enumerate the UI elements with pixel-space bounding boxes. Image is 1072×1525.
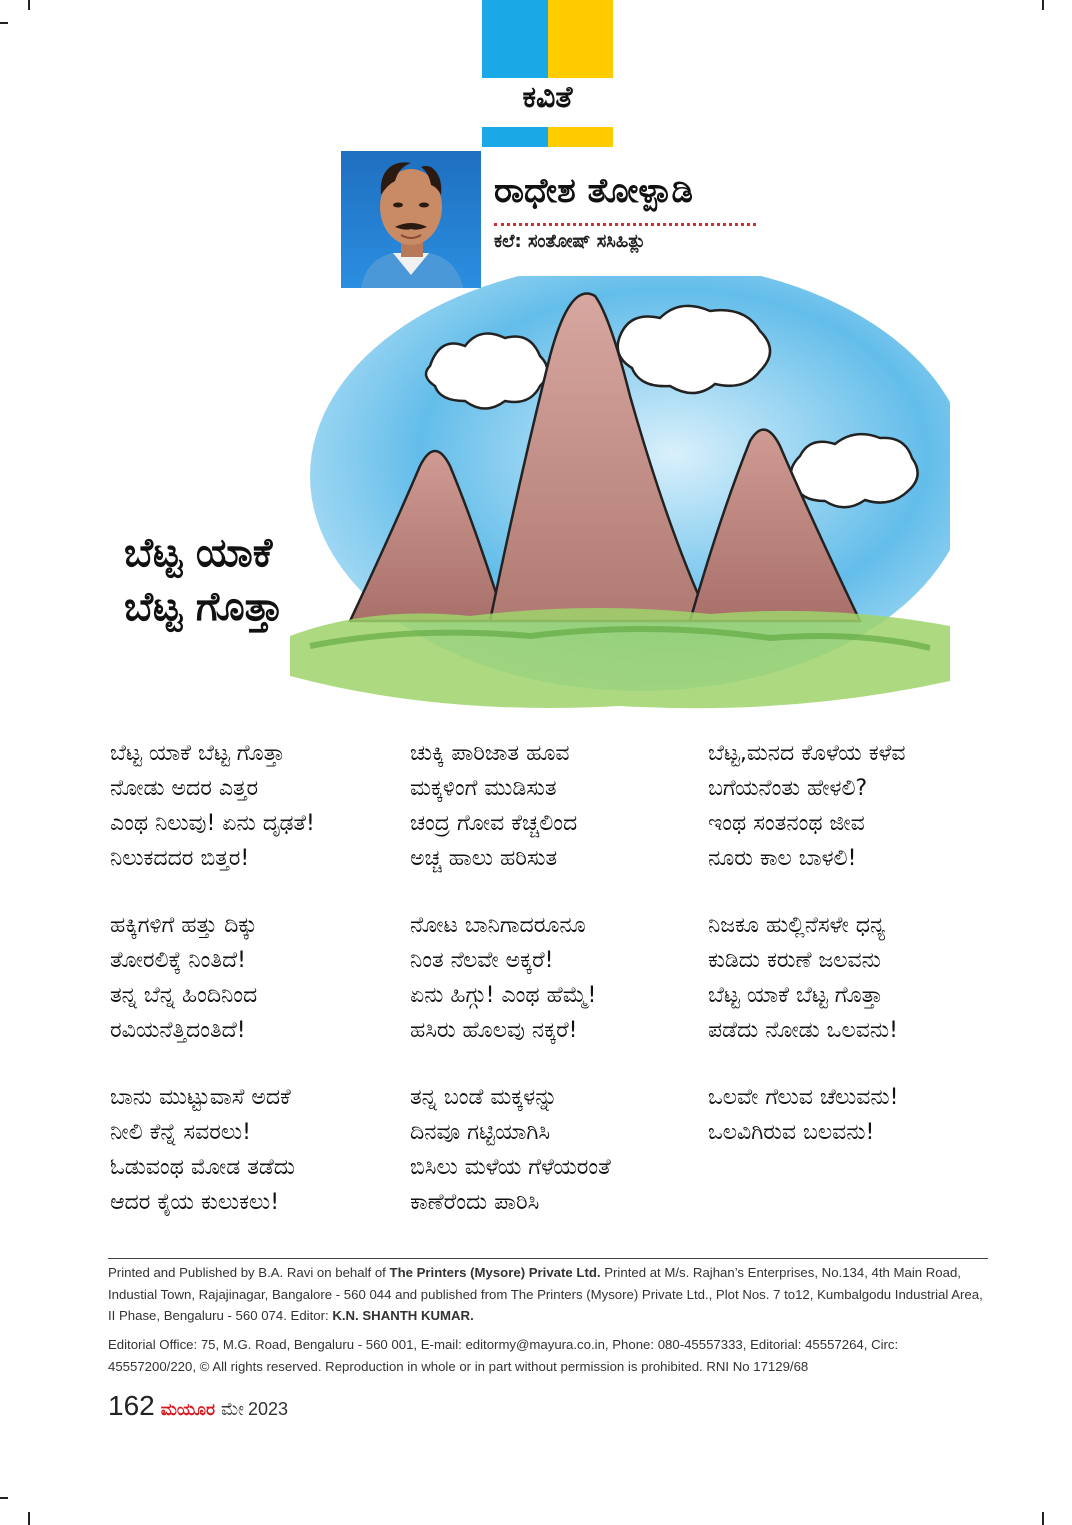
poem-line: ಎಂಥ ನಿಲುವು! ಏನು ದೃಢತೆ! xyxy=(110,811,315,836)
author-photo xyxy=(341,151,481,288)
poem-line: ಬೆಟ್ಟ ಯಾಕೆ ಬೆಟ್ಟ ಗೊತ್ತಾ xyxy=(708,983,883,1008)
poem-title-line-2: ಬೆಟ್ಟ ಗೊತ್ತಾ xyxy=(124,584,284,630)
section-label: ಕವಿತೆ xyxy=(522,80,573,115)
poem-line: ಚುಕ್ಕಿ ಪಾರಿಜಾತ ಹೂವ xyxy=(410,741,570,766)
stanza xyxy=(410,908,611,1048)
poem-line: ಕಾಣೆರೆಂದು ಪಾರಿಸಿ xyxy=(410,1190,540,1215)
magazine-logo: ಮಯೂರ xyxy=(160,1400,215,1419)
stanza xyxy=(708,1080,906,1150)
stanza xyxy=(410,736,611,876)
poem-line: ತೋರಲಿಕ್ಕೆ ನಿಂತಿದೆ! xyxy=(110,948,246,973)
crop-mark-top-left xyxy=(28,0,30,10)
poem-line: ಹಕ್ಕಿಗಳಿಗೆ ಹತ್ತು ದಿಕ್ಕು xyxy=(110,913,258,938)
poem-line: ರವಿಯನೆತ್ತಿದಂತಿದೆ! xyxy=(110,1018,246,1043)
poem-line: ಬಗೆಯನೆಂತು ಹೇಳಲಿ? xyxy=(708,776,868,801)
crop-mark-bottom-left-side xyxy=(0,1497,8,1499)
imprint-editor: K.N. SHANTH KUMAR. xyxy=(332,1308,474,1323)
poem-line: ಒಲವೇ ಗೆಲುವ ಚೆಲುವನು! xyxy=(708,1085,899,1110)
poem-line: ಬಿಸಿಲು ಮಳೆಯ ಗೆಳೆಯರಂತೆ xyxy=(410,1155,611,1180)
stanza xyxy=(110,908,315,1048)
poem-line: ಬೆಟ್ಟ,ಮನದ ಕೊಳೆಯ ಕಳೆವ xyxy=(708,741,906,766)
imprint-publisher xyxy=(108,1262,988,1327)
poem-line: ಬೆಟ್ಟ ಯಾಕೆ ಬೆಟ್ಟ ಗೊತ್ತಾ xyxy=(110,741,285,766)
crop-mark-top-right xyxy=(1042,0,1044,10)
stanza xyxy=(110,1080,315,1220)
poem-line: ಚಂದ್ರ ಗೋವ ಕೆಚ್ಚಲಿಂದ xyxy=(410,811,578,836)
poem-line: ನೂರು ಕಾಲ ಬಾಳಲಿ! xyxy=(708,846,857,871)
poem-line: ಪಡೆದು ನೋಡು ಒಲವನು! xyxy=(708,1018,898,1043)
poem-line: ಬಾನು ಮುಟ್ಟುವಾಸೆ ಅದಕೆ xyxy=(110,1085,291,1110)
crop-mark-bottom-left xyxy=(28,1512,30,1525)
poem-title-line-1: ಬೆಟ್ಟ ಯಾಕೆ xyxy=(124,530,273,576)
footer-rule xyxy=(108,1258,988,1259)
imprint-text: Printed and Published by B.A. Ravi on behalf of xyxy=(108,1265,390,1280)
author-name: ರಾಧೇಶ ತೋಳ್ಪಾಡಿ xyxy=(494,171,693,211)
poem-column-3 xyxy=(708,736,906,1182)
poem-column-1 xyxy=(110,736,315,1252)
poem-line: ಏನು ಹಿಗ್ಗು! ಎಂಥ ಹೆಮ್ಮೆ! xyxy=(410,983,597,1008)
poem-line: ನೋಡು ಅದರ ಎತ್ತರ xyxy=(110,776,259,801)
imprint-company: The Printers (Mysore) Private Ltd. xyxy=(389,1265,601,1280)
page-number: 162 xyxy=(108,1390,155,1421)
poem-line: ಹಸಿರು ಹೊಲವು ನಕ್ಕರೆ! xyxy=(410,1018,578,1043)
poem-title xyxy=(124,526,283,634)
crop-mark-bottom-right xyxy=(1042,1512,1044,1525)
poem-line: ನಿಲುಕದದರ ಬಿತ್ತರ! xyxy=(110,846,250,871)
poem-line: ಇಂಥ ಸಂತನಂಥ ಜೀವ xyxy=(708,811,865,836)
section-tab-bottom-bar xyxy=(482,127,613,147)
issue-year: 2023 xyxy=(247,1399,289,1419)
stanza xyxy=(708,908,906,1048)
poem-line: ನಿಂತ ನೆಲವೇ ಅಕ್ಕರೆ! xyxy=(410,948,554,973)
issue-month: ಮೇ xyxy=(220,1399,244,1419)
stanza xyxy=(410,1080,611,1220)
poem-line: ಆದರ ಕೈಯ ಕುಲುಕಲು! xyxy=(110,1190,280,1215)
poem-line: ಅಚ್ಚ ಹಾಲು ಹರಿಸುತ xyxy=(410,846,558,871)
crop-mark-top-left-side xyxy=(0,22,8,24)
stanza xyxy=(110,736,315,876)
poem-line: ನೋಟ ಬಾನಿಗಾದರೂನೂ xyxy=(410,913,586,938)
poem-line: ದಿನವೂ ಗಟ್ಟಿಯಾಗಿಸಿ xyxy=(410,1120,551,1145)
imprint-text: Printed at M/s. Rajhan’s Enterprises, No.134, 4th Main Road, Industial Town, Rajajinagar, Bangalore - 560 044 and published from The Printers (Mysore) Private Ltd., Plot Nos. 7 to12, Kumbalgodu Industrial Area, II Phase, Bengaluru - 560 074. Editor: xyxy=(108,1265,983,1323)
poem-line: ಕುಡಿದು ಕರುಣೆ ಜಲವನು xyxy=(708,948,881,973)
imprint-editorial-office: Editorial Office: 75, M.G. Road, Bengaluru - 560 001, E-mail: editormy@mayura.co.in, Phone: 080-45557333, Editorial: 45557264, Circ: 45557200/220, © All rights reserved. Reproduction in whole or in part without permission is prohibited. RNI No 17129/68 xyxy=(108,1337,899,1374)
poem-line: ತನ್ನ ಬೆನ್ನ ಹಿಂದಿನಿಂದ xyxy=(110,983,258,1008)
stanza xyxy=(708,736,906,876)
poem-line: ಮಕ್ಕಳಿಂಗೆ ಮುಡಿಸುತ xyxy=(410,776,557,801)
poem-line: ನಿಜಕೂ ಹುಲ್ಲಿನೆಸಳೇ ಧನ್ಯ xyxy=(708,913,886,938)
poem-line: ಒಲವಿಗಿರುವ ಬಲವನು! xyxy=(708,1120,875,1145)
dotted-divider xyxy=(494,223,756,226)
section-tab-top-bar xyxy=(482,0,613,78)
poem-line: ನೀಲಿ ಕೆನ್ನೆ ಸವರಲು! xyxy=(110,1120,251,1145)
mountain-illustration xyxy=(290,276,950,712)
artist-credit: ಕಲೆ: ಸಂತೋಷ್ ಸಸಿಹಿತ್ಲು xyxy=(494,231,646,252)
page-folio xyxy=(108,1390,288,1422)
poem-line: ತನ್ನ ಬಂಡೆ ಮಕ್ಕಳನ್ನು xyxy=(410,1085,558,1110)
poem-column-2 xyxy=(410,736,611,1252)
poem-line: ಓಡುವಂಥ ಮೋಡ ತಡೆದು xyxy=(110,1155,296,1180)
